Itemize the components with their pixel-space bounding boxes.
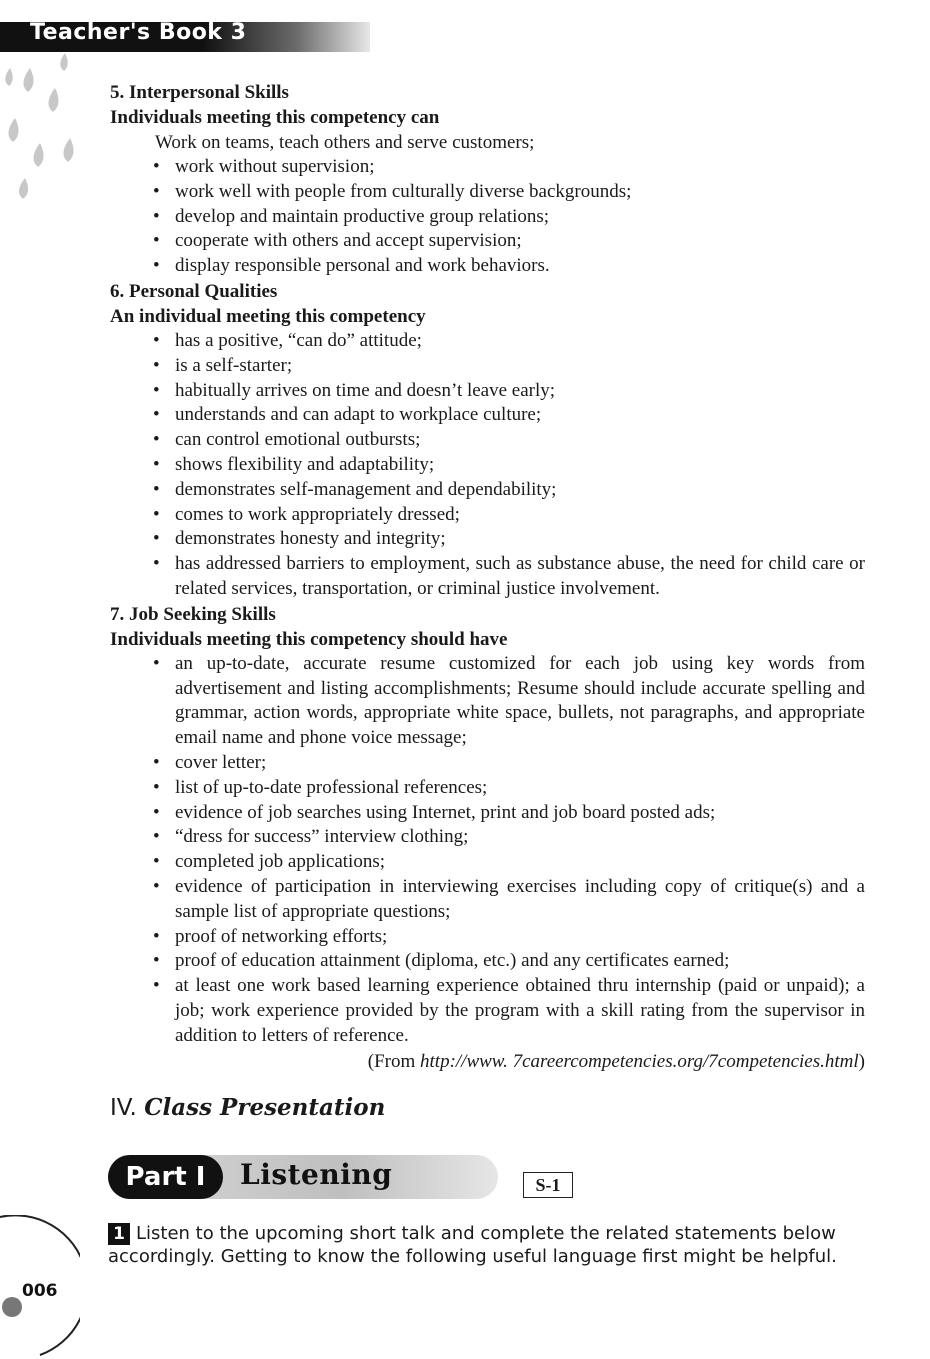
list-item: • completed job applications; [153, 850, 865, 875]
part-label: Part I [108, 1155, 223, 1199]
source-prefix: (From [367, 1050, 421, 1072]
list-item: • demonstrates honesty and integrity; [153, 527, 865, 552]
section-personal-qualities [110, 279, 865, 602]
section-title: Class Presentation [144, 1094, 386, 1121]
list-item: • can control emotional outbursts; [153, 428, 865, 453]
list-item: • develop and maintain productive group relations; [153, 205, 865, 230]
list-item: • display responsible personal and work behaviors. [153, 254, 865, 279]
bullet-list [110, 652, 865, 1049]
list-item: • evidence of participation in interviewing exercises including copy of critique(s) and a sample list of appropriate questions; [153, 875, 865, 925]
decorative-droplets [0, 48, 100, 218]
section-heading: 6. Personal Qualities [110, 280, 278, 302]
list-item: • proof of networking efforts; [153, 925, 865, 950]
list-item: • is a self-starter; [153, 354, 865, 379]
page-number: 006 [22, 1281, 58, 1301]
list-item: • habitually arrives on time and doesn’t leave early; [153, 379, 865, 404]
part-title: Listening [240, 1158, 393, 1191]
list-item: • shows flexibility and adaptability; [153, 453, 865, 478]
list-item: • work well with people from culturally diverse backgrounds; [153, 180, 865, 205]
list-item: • comes to work appropriately dressed; [153, 503, 865, 528]
list-item: • at least one work based learning experience obtained thru internship (paid or unpaid); a job; work experience provided by the program with a skill rating from the supervisor in addition to letters of reference. [153, 974, 865, 1048]
list-item: • cover letter; [153, 751, 865, 776]
list-item: • has a positive, “can do” attitude; [153, 329, 865, 354]
list-item: • “dress for success” interview clothing; [153, 825, 865, 850]
section-heading: 5. Interpersonal Skills [110, 82, 289, 103]
list-item: • list of up-to-date professional references; [153, 776, 865, 801]
section-job-seeking-skills [110, 602, 865, 1049]
source-citation [110, 1049, 865, 1074]
list-item: • evidence of job searches using Internet, print and job board posted ads; [153, 801, 865, 826]
section-subheading: An individual meeting this competency [110, 305, 426, 327]
section-subheading: Individuals meeting this competency can [110, 107, 440, 128]
bullet-list [110, 329, 865, 602]
book-title: Teacher's Book 3 [30, 20, 247, 45]
script-tag-badge: S-1 [523, 1172, 573, 1198]
source-suffix: ) [858, 1050, 865, 1072]
section-heading: 7. Job Seeking Skills [110, 603, 276, 625]
section-iv-heading [110, 1094, 385, 1121]
exercise-text: Listen to the upcoming short talk and complete the related statements below accordingly. Getting to know the following useful language first might be helpful. [108, 1223, 837, 1267]
section-interpersonal-skills [110, 80, 865, 279]
section-roman-numeral: IV. [110, 1095, 137, 1121]
list-item: • has addressed barriers to employment, such as substance abuse, the need for child care or related services, transportation, or criminal justice involvement. [153, 552, 865, 602]
list-item: • proof of education attainment (diploma, etc.) and any certificates earned; [153, 949, 865, 974]
list-item: • an up-to-date, accurate resume customized for each job using key words from advertisement and listing accomplishments; Resume should include accurate spelling and grammar, action words, appropriate white space, bullets, not paragraphs, and appropriate email name and phone voice message; [153, 652, 865, 751]
section-intro: Work on teams, teach others and serve customers; [155, 132, 535, 153]
list-item: • understands and can adapt to workplace culture; [153, 403, 865, 428]
list-item: • cooperate with others and accept supervision; [153, 229, 865, 254]
list-item: • work without supervision; [153, 155, 865, 180]
main-content [110, 80, 865, 1074]
section-subheading: Individuals meeting this competency should have [110, 628, 508, 650]
exercise-number: 1 [108, 1223, 130, 1245]
bullet-list [110, 155, 865, 279]
exercise-instruction [108, 1222, 868, 1268]
list-item: • demonstrates self-management and dependability; [153, 478, 865, 503]
source-url: http://www. 7careercompetencies.org/7competencies.html [420, 1050, 859, 1072]
